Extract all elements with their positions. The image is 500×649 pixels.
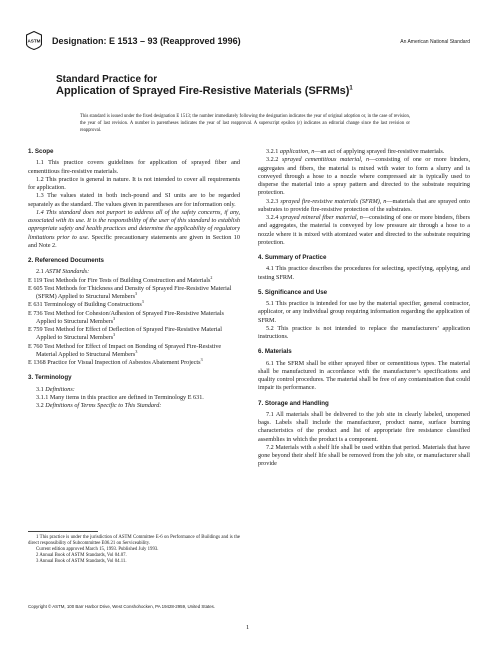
- paragraph-1-4: 1.4 This standard does not purport to address all of the safety concerns, if any, associated with its use. It is the responsibility of the user of this standard to establish appropriate safety and health practices and determine the applicability of regulatory limitations prior to use. Specific precautionary statements are given in Section 10 and Note 2.: [28, 208, 240, 249]
- section-heading-terminology: 3. Terminology: [28, 374, 72, 382]
- astm-logo: [26, 31, 42, 50]
- title-line-2: Application of Sprayed Fire-Resistive Materials (SFRMs)$^1$: [56, 85, 353, 97]
- reference-item: E 759 Test Method for Effect of Deflection of Sprayed Fire-Resistive Material Applied to Structural Members$^3$: [28, 326, 223, 342]
- reference-item: E 631 Terminology of Building Constructions$^3$: [28, 299, 144, 309]
- footnote-1: 1 This practice is under the jurisdiction of ASTM Committee E-6 on Performance of Buildings and is the direct responsibility of Subcommittee E06.21 on Serviceability.: [28, 535, 240, 546]
- definition-3-2-1: 3.2.1 application, n—an act of applying sprayed fire-resistive materials.: [266, 148, 445, 155]
- paragraph-3-1-1: 3.1.1 Many items in this practice are defined in Terminology E 631.: [36, 393, 204, 401]
- paragraph-1-2: 1.2 This practice is general in nature. It is not intended to cover all requirements for application.: [28, 175, 240, 191]
- paragraph-5-1: 5.1 This practice is intended for use by the material specifier, general contractor, applicator, or any individual group requiring information regarding the application of SFRM.: [258, 300, 470, 324]
- issue-note: This standard is issued under the fixed designation E 1513; the number immediately following the designation indicates the year of original adoption or, in the case of revision, the year of last revision. A number in parentheses indicates the year of last reapproval. A superscript epsilon (ε) indicates an editorial change since the last revision or reapproval.: [80, 114, 410, 133]
- paragraph-6-1: 6.1 The SFRM shall be either sprayed fiber or cementitious types. The material shall be manufactured in accordance with the manufacturer’s specifications and quality control procedures. The material shall be free of any contamination that could impair its performance.: [258, 359, 470, 392]
- paragraph-3-2: 3.2 Definitions of Terms Specific to This Standard:: [36, 402, 162, 409]
- definition-3-2-4: 3.2.4 sprayed mineral fiber material, n—consisting of one or more binders, fibers and aggregates, the material is conveyed by low pressure air through a hose to a nozzle where it is mixed with atomized water and directed to the substrate requiring protection.: [258, 214, 470, 246]
- footnote-1-approval: Current edition approved March 15, 1993. Published July 1993.: [36, 547, 159, 552]
- section-heading-significance: 5. Significance and Use: [258, 288, 328, 296]
- title-line-1: Standard Practice for: [56, 74, 158, 85]
- section-heading-referenced-documents: 2. Referenced Documents: [28, 257, 104, 264]
- footnotes: [28, 535, 240, 565]
- section-heading-materials: 6. Materials: [258, 348, 292, 356]
- footnote-2: 2 Annual Book of ASTM Standards, Vol 04.07.: [36, 553, 127, 558]
- paragraph-4-1: 4.1 This practice describes the procedures for selecting, specifying, applying, and testing SFRM.: [258, 265, 470, 281]
- paragraph-3-1: 3.1 Definitions:: [36, 385, 75, 393]
- right-column: [258, 148, 470, 469]
- footnote-3: 3 Annual Book of ASTM Standards, Vol 04.11.: [36, 559, 127, 564]
- paragraph-2-1: 2.1 ASTM Standards:: [36, 268, 90, 276]
- definition-3-2-2: 3.2.2 sprayed cementitious material, n—consisting of one or more binders, aggregates and fibers, the material is mixed with water to form a slurry and is conveyed through a hose to a nozzle where compressed air is typically used to disperse the material into a spray pattern and directed to the substrate requiring protection.: [258, 156, 470, 197]
- footnote-divider: [28, 531, 98, 532]
- reference-item: E 1368 Practice for Visual Inspection of Asbestos Abatement Projects$^3$: [28, 356, 203, 366]
- paragraph-7-1: 7.1 All materials shall be delivered to the job site in clearly labeled, unopened bags. Labels shall include the manufacturer, product name, surface burning characteristics of the product and list of appropriate fire resistance classified assemblies in which the product is a component.: [258, 410, 470, 443]
- standard-type: An American National Standard: [400, 39, 470, 45]
- designation: Designation: E 1513 – 93 (Reapproved 1996): [52, 36, 241, 46]
- reference-item: E 760 Test Method for Effect of Impact on Bonding of Sprayed Fire-Resistive Material Applied to Structural Members$^3$: [28, 342, 222, 358]
- paragraph-5-2: 5.2 This practice is not intended to replace the manufacturers’ application instructions.: [258, 324, 470, 340]
- svg-text:ASTM: ASTM: [27, 38, 41, 44]
- paragraph-1-3: 1.3 The values stated in both inch-pound and SI units are to be regarded separately as the standard. The values given in parentheses are for information only.: [28, 192, 240, 208]
- title-footnote-mark: 1: [349, 85, 353, 92]
- paragraph-7-2: 7.2 Materials with a shelf life shall be used within that period. Materials that have gone beyond their shelf life shall be removed from the job site, or manufacturer shall provide: [258, 443, 470, 468]
- page-number: 1: [246, 624, 250, 631]
- definition-3-2-3: 3.2.3 sprayed fire-resistive materials (SFRM), n—materials that are sprayed onto substrates to provide fire-resistive protection of the substrates.: [258, 197, 470, 213]
- section-heading-storage: 7. Storage and Handling: [258, 399, 329, 407]
- left-column: [28, 148, 240, 410]
- section-heading-scope: 1. Scope: [28, 148, 54, 155]
- reference-item: E 736 Test Method for Cohesion/Adhesion of Sprayed Fire-Resistive Materials Applied to Structural Members$^3$: [28, 309, 224, 325]
- paragraph-1-1: 1.1 This practice covers guidelines for application of sprayed fiber and cementitious fire-resistive materials.: [28, 159, 240, 175]
- reference-item: E 605 Test Methods for Thickness and Density of Sprayed Fire-Resistive Material (SFRM) Applied to Structural Members$^3$: [28, 284, 232, 300]
- section-heading-summary: 4. Summary of Practice: [258, 254, 327, 261]
- copyright-notice: Copyright © ASTM, 100 Barr Harbor Drive, West Conshohocken, PA 19428-2959, United States.: [28, 604, 216, 609]
- reference-item: E 119 Test Methods for Fire Tests of Building Construction and Materials$^2$: [28, 274, 213, 284]
